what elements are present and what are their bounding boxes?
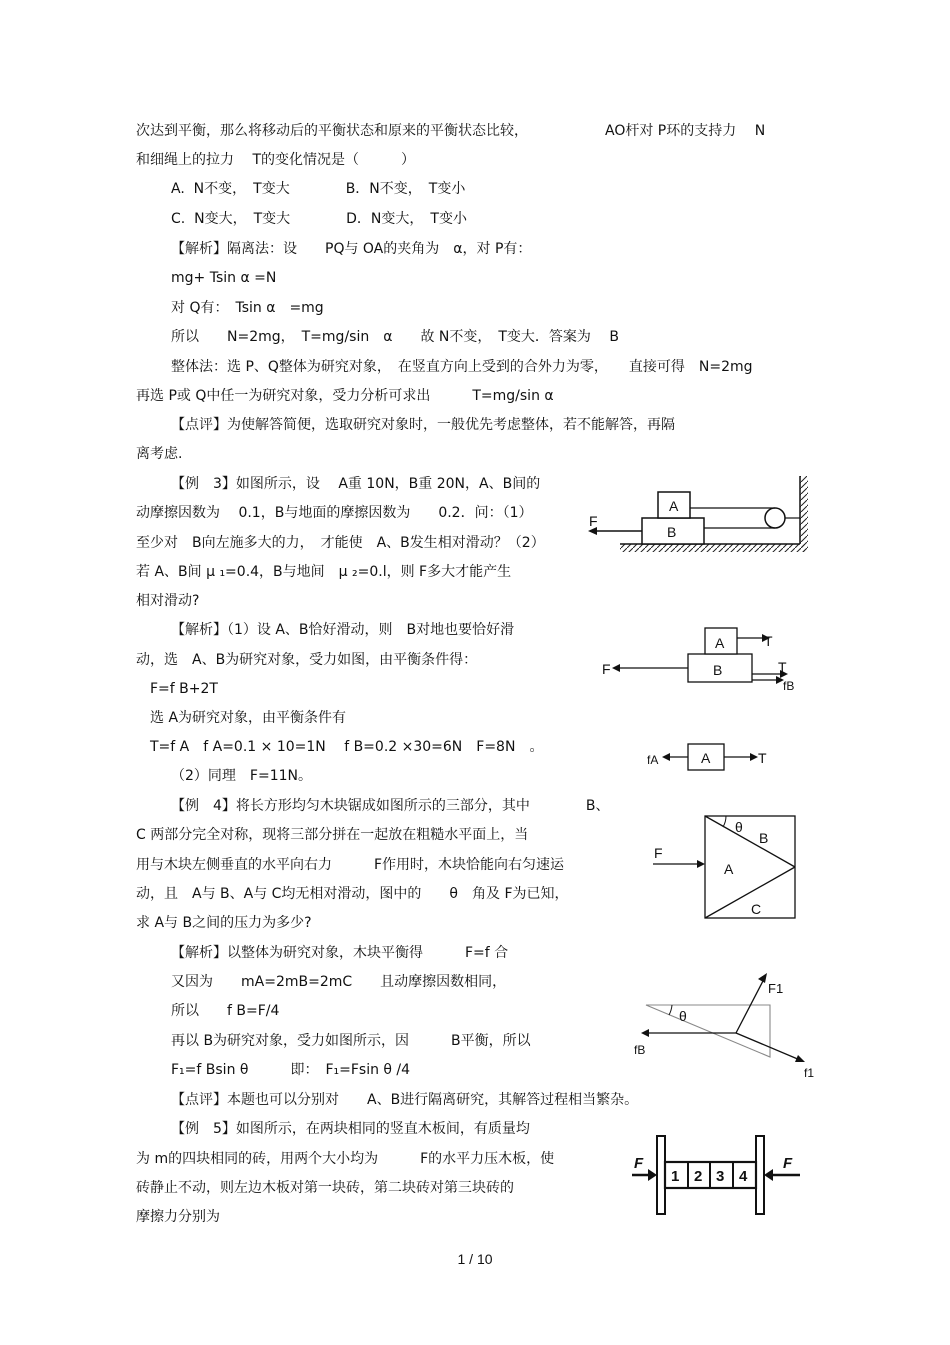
left-board — [657, 1136, 665, 1214]
svg-text:C: C — [751, 901, 762, 917]
svg-text:B: B — [759, 830, 769, 846]
brick-1: 1 — [671, 1168, 680, 1185]
svg-text:f1: f1 — [804, 1066, 815, 1080]
example-3-l2: 动摩擦因数为 0.1，B与地面的摩擦因数为 0.2．问：（1） — [136, 505, 533, 521]
example-3-l1: 【例 3】如图所示，设 A重 10N，B重 20N，A、B间的 — [171, 476, 541, 492]
example-4-l2: C 两部分完全对称，现将三部分拼在一起放在粗糙水平面上，当 — [136, 827, 529, 843]
figure-example-4-forces — [628, 965, 823, 1080]
example-4-l4: 动，且 A与 B、A与 C均无相对滑动，图中的 θ 角及 F为已知， — [136, 886, 569, 902]
solution-4-l5: F₁=f Bsin θ 即： F₁=Fsin θ /4 — [171, 1062, 411, 1078]
equation-2: 对 Q有： Tsin α =mg — [171, 300, 324, 316]
text-line-10: 再选 P或 Q中任一为研究对象，受力分析可求出 T=mg/sin α — [136, 388, 554, 404]
solution-4-l3: 所以 f B=F/4 — [171, 1003, 280, 1019]
solution-3-l6: （2）同理 F=11N。 — [171, 768, 312, 784]
arrow-f1 — [736, 979, 764, 1033]
pulley — [765, 508, 785, 528]
example-3-l5: 相对滑动? — [136, 593, 200, 609]
svg-text:θ: θ — [735, 819, 743, 835]
text-line-2: 和细绳上的拉力 T的变化情况是（ ） — [136, 152, 416, 168]
figure-example-3-setup — [585, 470, 815, 560]
example-4-l5: 求 A与 B之间的压力为多少? — [136, 915, 312, 931]
page-number: 1 / 10 — [457, 1251, 493, 1267]
example-5-l4: 摩擦力分别为 — [136, 1209, 220, 1225]
solution-3-l3: F=f B+2T — [150, 681, 218, 697]
svg-text:F: F — [654, 845, 663, 861]
text-line-11: 【点评】为使解答简便，选取研究对象时，一般优先考虑整体，若不能解答，再隔 — [171, 417, 675, 433]
solution-3-l2: 动，选 A、B为研究对象，受力如图，由平衡条件得： — [136, 652, 478, 668]
solution-4-l2: 又因为 mA=2mB=2mC 且动摩擦因数相同， — [171, 974, 507, 990]
equation-1: mg+ Tsin α =N — [171, 270, 277, 286]
brick-2: 2 — [694, 1168, 703, 1185]
right-board — [756, 1136, 764, 1214]
brick-3: 3 — [716, 1168, 725, 1185]
example-3-l3: 至少对 B向左施多大的力， 才能使 A、B发生相对滑动？（2） — [136, 535, 545, 551]
svg-text:A: A — [701, 750, 711, 766]
example-5-l2: 为 m的四块相同的砖，用两个大小均为 F的水平力压木板，使 — [136, 1151, 555, 1167]
option-cd: C. N变大， T变大 D．N变大， T变小 — [171, 211, 467, 227]
svg-text:T: T — [778, 659, 787, 675]
text-line-12: 离考虑. — [136, 446, 183, 462]
svg-text:fB: fB — [783, 679, 795, 693]
label-a: A — [669, 498, 679, 514]
solution-4-l1: 【解析】以整体为研究对象，木块平衡得 F=f 合 — [171, 945, 509, 961]
svg-text:B: B — [713, 662, 723, 678]
block-outline — [705, 816, 795, 918]
svg-text:A: A — [715, 635, 725, 651]
brick-4: 4 — [739, 1168, 748, 1185]
ground-hatch — [620, 544, 805, 552]
svg-text:θ: θ — [679, 1008, 687, 1024]
example-4-l1: 【例 4】将长方形均匀木块锯成如图所示的三部分，其中 B、 — [171, 798, 610, 814]
figure-example-4-block — [648, 812, 808, 924]
text-line-8: 所以 N=2mg， T=mg/sin α 故 N不变， T变大．答案为 B — [171, 329, 619, 345]
svg-text:F1: F1 — [768, 981, 784, 996]
comment-4: 【点评】本题也可以分别对 A、B进行隔离研究，其解答过程相当繁杂。 — [171, 1092, 639, 1108]
solution-3-l5: T=f A f A=0.1 × 10=1N f B=0.2 ×30=6N F=8N 。 — [150, 739, 544, 755]
svg-text:T: T — [758, 750, 767, 766]
figure-example-5-bricks — [628, 1130, 808, 1220]
label-b: B — [667, 524, 677, 540]
svg-text:A: A — [724, 861, 734, 877]
svg-text:F: F — [634, 1155, 644, 1172]
text-line-5: 【解析】隔离法：设 PQ与 OA的夹角为 α，对 P有： — [171, 241, 532, 257]
svg-text:T: T — [764, 633, 773, 649]
wall-hatch — [800, 476, 808, 552]
svg-text:F: F — [783, 1155, 793, 1172]
solution-3-l4: 选 A为研究对象，由平衡条件有 — [150, 710, 347, 726]
svg-text:F: F — [602, 661, 611, 677]
svg-text:fB: fB — [634, 1043, 646, 1057]
label-f: F — [589, 513, 598, 529]
option-ab: A. N不变， T变大 B．N不变， T变小 — [171, 181, 466, 197]
text-line-1: 次达到平衡，那么将移动后的平衡状态和原来的平衡状态比较， AO杆对 P环的支持力 N — [136, 123, 766, 139]
example-5-l1: 【例 5】如图所示，在两块相同的竖直木板间，有质量均 — [171, 1121, 530, 1137]
text-line-9: 整体法：选 P、Q整体为研究对象， 在竖直方向上受到的合外力为零， 直接可得 N=2mg — [171, 359, 753, 375]
svg-text:fA: fA — [647, 753, 659, 767]
solution-4-l4: 再以 B为研究对象，受力如图所示，因 B平衡，所以 — [171, 1033, 531, 1049]
figure-example-3-forces — [595, 622, 815, 777]
example-5-l3: 砖静止不动，则左边木板对第一块砖，第二块砖对第三块砖的 — [136, 1180, 514, 1196]
solution-3-l1: 【解析】（1）设 A、B恰好滑动，则 B对地也要恰好滑 — [171, 622, 515, 638]
example-3-l4: 若 A、B间 μ ₁=0.4，B与地间 μ ₂=0.l，则 F多大才能产生 — [136, 564, 512, 580]
example-4-l3: 用与木块左侧垂直的水平向右力 F作用时，木块恰能向右匀速运 — [136, 857, 565, 873]
